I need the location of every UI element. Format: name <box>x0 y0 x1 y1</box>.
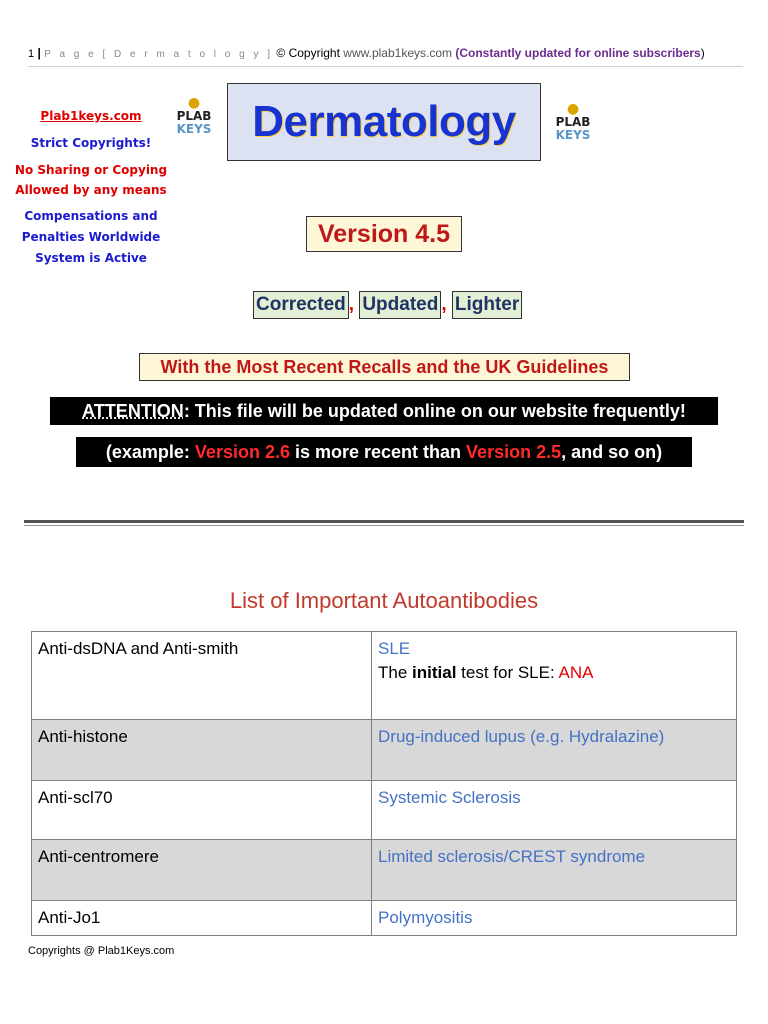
table-row <box>32 840 737 901</box>
antibody-cell: Anti-scl70 <box>32 781 372 840</box>
recent-recalls-banner: With the Most Recent Recalls and the UK Guidelines <box>139 353 630 381</box>
copyright-notice <box>6 106 176 275</box>
logo-plab-text: PLAB <box>176 109 212 123</box>
attention-text: : This file will be updated online on our website frequently! <box>183 401 686 421</box>
copyright-text: © Copyright <box>276 46 340 60</box>
disease-cell: Systemic Sclerosis <box>372 781 737 840</box>
header-site-link[interactable]: www.plab1keys.com <box>343 46 452 60</box>
table-row <box>32 632 737 720</box>
note-bold: initial <box>412 663 457 682</box>
autoantibodies-table <box>31 631 737 936</box>
antibody-cell: Anti-dsDNA and Anti-smith <box>32 632 372 720</box>
lightbulb-icon: ● <box>566 101 580 117</box>
note-prefix: The <box>378 663 413 682</box>
example-version-2: Version 2.5 <box>466 442 562 462</box>
note-middle: test for SLE: <box>456 663 559 682</box>
tag-lighter: Lighter <box>452 291 522 319</box>
revision-tags <box>253 290 522 320</box>
attention-banner <box>50 397 718 425</box>
version-badge: Version 4.5 <box>306 216 462 252</box>
antibody-cell: Anti-Jo1 <box>32 901 372 936</box>
plab-keys-logo-right <box>553 102 593 142</box>
disease-cell: Limited sclerosis/CREST syndrome <box>372 840 737 901</box>
table-row <box>32 901 737 936</box>
header-separator: | <box>37 46 41 60</box>
example-part-2: is more recent than <box>289 442 467 462</box>
header-divider <box>28 66 743 67</box>
section-divider <box>24 520 744 523</box>
lightbulb-icon: ● <box>187 95 201 111</box>
logo-keys-text: KEYS <box>555 128 591 142</box>
notice-site-link[interactable]: Plab1keys.com <box>40 109 142 123</box>
update-paren-open: ( <box>455 46 460 60</box>
table-row <box>32 781 737 840</box>
logo-plab-text: PLAB <box>555 115 591 129</box>
example-part-3: , and so on) <box>561 442 663 462</box>
example-banner <box>76 437 692 467</box>
list-title: List of Important Autoantibodies <box>229 588 539 613</box>
disease-cell <box>372 632 737 720</box>
page-label: P a g e [ D e r m a t o l o g y ] <box>44 49 274 60</box>
attention-label: ATTENTION <box>82 401 184 421</box>
section-divider-thin <box>24 525 744 526</box>
tag-comma: , <box>441 294 447 315</box>
notice-comp-2: Penalties Worldwide <box>21 230 161 244</box>
logo-keys-text: KEYS <box>176 122 212 136</box>
antibody-cell: Anti-centromere <box>32 840 372 901</box>
table-row <box>32 720 737 781</box>
document-title: Dermatology <box>252 97 516 146</box>
update-paren-close: ) <box>700 46 705 60</box>
note-ana: ANA <box>558 663 594 682</box>
antibody-cell: Anti-histone <box>32 720 372 781</box>
update-note: Constantly updated for online subscribers <box>459 46 701 60</box>
notice-no-sharing-2: Allowed by any means <box>15 183 167 197</box>
tag-comma: , <box>348 294 355 315</box>
page-header <box>28 46 738 66</box>
disease-cell: Drug-induced lupus (e.g. Hydralazine) <box>372 720 737 781</box>
document-title-box <box>227 83 541 161</box>
notice-no-sharing-1: No Sharing or Copying <box>14 163 168 177</box>
example-version-1: Version 2.6 <box>194 442 290 462</box>
example-part-1: (example: <box>105 442 195 462</box>
disease-name: SLE <box>378 639 411 658</box>
tag-corrected: Corrected <box>253 291 349 319</box>
notice-comp-1: Compensations and <box>24 209 158 223</box>
notice-comp-3: System is Active <box>35 251 147 265</box>
page-footer: Copyrights @ Plab1Keys.com <box>28 945 175 957</box>
disease-cell: Polymyositis <box>372 901 737 936</box>
page-number: 1 <box>28 48 35 60</box>
notice-strict: Strict Copyrights! <box>30 136 152 150</box>
tag-updated: Updated <box>359 291 441 319</box>
plab-keys-logo-left <box>174 96 214 136</box>
